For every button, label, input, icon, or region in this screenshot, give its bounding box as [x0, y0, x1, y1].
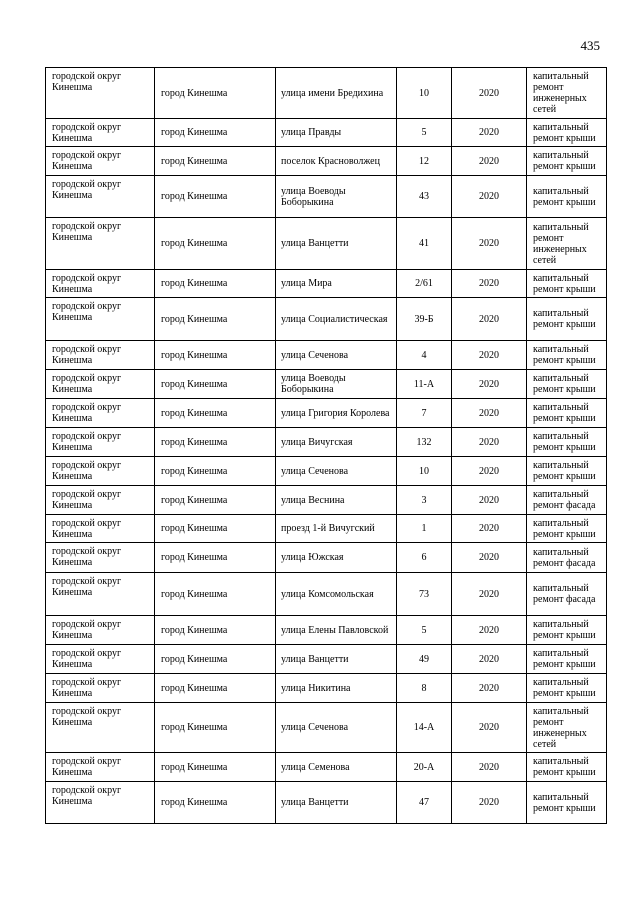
city-cell: город Кинешма: [155, 370, 276, 399]
okrug-cell: городской округ Кинешма: [46, 218, 155, 270]
table-row: [46, 370, 607, 399]
table-body: [46, 68, 607, 824]
table-row: [46, 176, 607, 218]
house-cell: 10: [397, 457, 452, 486]
okrug-cell: городской округ Кинешма: [46, 674, 155, 703]
street-cell: улица Социалистическая: [276, 298, 397, 341]
okrug-cell: городской округ Кинешма: [46, 68, 155, 119]
street-cell: улица Сеченова: [276, 341, 397, 370]
city-cell: город Кинешма: [155, 218, 276, 270]
table-row: [46, 782, 607, 824]
table-row: [46, 399, 607, 428]
work-type-cell: капитальный ремонт крыши: [527, 370, 607, 399]
table-row: [46, 270, 607, 298]
year-cell: 2020: [452, 399, 527, 428]
house-cell: 6: [397, 543, 452, 573]
okrug-cell: городской округ Кинешма: [46, 703, 155, 753]
work-type-cell: капитальный ремонт инженерных сетей: [527, 68, 607, 119]
city-cell: город Кинешма: [155, 176, 276, 218]
street-cell: улица Комсомольская: [276, 573, 397, 616]
repair-registry-table: [45, 67, 607, 824]
okrug-cell: городской округ Кинешма: [46, 645, 155, 674]
city-cell: город Кинешма: [155, 616, 276, 645]
table-row: [46, 68, 607, 119]
house-cell: 47: [397, 782, 452, 824]
okrug-cell: городской округ Кинешма: [46, 782, 155, 824]
okrug-cell: городской округ Кинешма: [46, 270, 155, 298]
street-cell: улица Григория Королева: [276, 399, 397, 428]
work-type-cell: капитальный ремонт крыши: [527, 428, 607, 457]
okrug-cell: городской округ Кинешма: [46, 428, 155, 457]
table-row: [46, 703, 607, 753]
page-number: 435: [580, 38, 600, 53]
street-cell: улица Ванцетти: [276, 218, 397, 270]
street-cell: улица Никитина: [276, 674, 397, 703]
street-cell: поселок Красноволжец: [276, 147, 397, 176]
street-cell: улица Ванцетти: [276, 645, 397, 674]
okrug-cell: городской округ Кинешма: [46, 341, 155, 370]
city-cell: город Кинешма: [155, 119, 276, 147]
work-type-cell: капитальный ремонт крыши: [527, 515, 607, 543]
year-cell: 2020: [452, 370, 527, 399]
house-cell: 10: [397, 68, 452, 119]
year-cell: 2020: [452, 486, 527, 515]
house-cell: 14-А: [397, 703, 452, 753]
city-cell: город Кинешма: [155, 515, 276, 543]
city-cell: город Кинешма: [155, 270, 276, 298]
house-cell: 73: [397, 573, 452, 616]
okrug-cell: городской округ Кинешма: [46, 147, 155, 176]
street-cell: улица Ванцетти: [276, 782, 397, 824]
year-cell: 2020: [452, 119, 527, 147]
year-cell: 2020: [452, 645, 527, 674]
year-cell: 2020: [452, 753, 527, 782]
okrug-cell: городской округ Кинешма: [46, 543, 155, 573]
table-row: [46, 341, 607, 370]
table-row: [46, 218, 607, 270]
city-cell: город Кинешма: [155, 486, 276, 515]
work-type-cell: капитальный ремонт фасада: [527, 543, 607, 573]
table-row: [46, 486, 607, 515]
table-row: [46, 753, 607, 782]
street-cell: улица Воеводы Боборыкина: [276, 176, 397, 218]
work-type-cell: капитальный ремонт крыши: [527, 119, 607, 147]
okrug-cell: городской округ Кинешма: [46, 753, 155, 782]
city-cell: город Кинешма: [155, 543, 276, 573]
city-cell: город Кинешма: [155, 457, 276, 486]
work-type-cell: капитальный ремонт крыши: [527, 147, 607, 176]
year-cell: 2020: [452, 218, 527, 270]
table-row: [46, 674, 607, 703]
okrug-cell: городской округ Кинешма: [46, 370, 155, 399]
work-type-cell: капитальный ремонт крыши: [527, 753, 607, 782]
year-cell: 2020: [452, 341, 527, 370]
year-cell: 2020: [452, 703, 527, 753]
work-type-cell: капитальный ремонт крыши: [527, 341, 607, 370]
city-cell: город Кинешма: [155, 703, 276, 753]
street-cell: улица Южская: [276, 543, 397, 573]
table-row: [46, 645, 607, 674]
street-cell: улица Семенова: [276, 753, 397, 782]
house-cell: 8: [397, 674, 452, 703]
year-cell: 2020: [452, 147, 527, 176]
work-type-cell: капитальный ремонт крыши: [527, 298, 607, 341]
table-row: [46, 616, 607, 645]
okrug-cell: городской округ Кинешма: [46, 176, 155, 218]
okrug-cell: городской округ Кинешма: [46, 616, 155, 645]
table-row: [46, 457, 607, 486]
house-cell: 7: [397, 399, 452, 428]
year-cell: 2020: [452, 457, 527, 486]
year-cell: 2020: [452, 616, 527, 645]
house-cell: 4: [397, 341, 452, 370]
street-cell: улица Воеводы Боборыкина: [276, 370, 397, 399]
okrug-cell: городской округ Кинешма: [46, 399, 155, 428]
city-cell: город Кинешма: [155, 341, 276, 370]
table-row: [46, 573, 607, 616]
street-cell: улица Правды: [276, 119, 397, 147]
house-cell: 132: [397, 428, 452, 457]
house-cell: 20-А: [397, 753, 452, 782]
street-cell: улица Мира: [276, 270, 397, 298]
house-cell: 1: [397, 515, 452, 543]
year-cell: 2020: [452, 674, 527, 703]
year-cell: 2020: [452, 270, 527, 298]
street-cell: улица Веснина: [276, 486, 397, 515]
year-cell: 2020: [452, 176, 527, 218]
city-cell: город Кинешма: [155, 428, 276, 457]
street-cell: улица Сеченова: [276, 457, 397, 486]
city-cell: город Кинешма: [155, 298, 276, 341]
year-cell: 2020: [452, 428, 527, 457]
work-type-cell: капитальный ремонт крыши: [527, 645, 607, 674]
street-cell: улица Елены Павловской: [276, 616, 397, 645]
table-row: [46, 119, 607, 147]
table-row: [46, 428, 607, 457]
okrug-cell: городской округ Кинешма: [46, 486, 155, 515]
year-cell: 2020: [452, 782, 527, 824]
work-type-cell: капитальный ремонт крыши: [527, 399, 607, 428]
okrug-cell: городской округ Кинешма: [46, 515, 155, 543]
city-cell: город Кинешма: [155, 68, 276, 119]
house-cell: 43: [397, 176, 452, 218]
year-cell: 2020: [452, 543, 527, 573]
okrug-cell: городской округ Кинешма: [46, 457, 155, 486]
city-cell: город Кинешма: [155, 147, 276, 176]
year-cell: 2020: [452, 68, 527, 119]
okrug-cell: городской округ Кинешма: [46, 573, 155, 616]
table-row: [46, 147, 607, 176]
house-cell: 49: [397, 645, 452, 674]
work-type-cell: капитальный ремонт крыши: [527, 176, 607, 218]
city-cell: город Кинешма: [155, 753, 276, 782]
house-cell: 5: [397, 119, 452, 147]
street-cell: проезд 1-й Вичугский: [276, 515, 397, 543]
house-cell: 11-А: [397, 370, 452, 399]
work-type-cell: капитальный ремонт крыши: [527, 270, 607, 298]
city-cell: город Кинешма: [155, 399, 276, 428]
street-cell: улица Вичугская: [276, 428, 397, 457]
city-cell: город Кинешма: [155, 645, 276, 674]
city-cell: город Кинешма: [155, 782, 276, 824]
year-cell: 2020: [452, 573, 527, 616]
work-type-cell: капитальный ремонт фасада: [527, 573, 607, 616]
city-cell: город Кинешма: [155, 674, 276, 703]
okrug-cell: городской округ Кинешма: [46, 119, 155, 147]
year-cell: 2020: [452, 515, 527, 543]
house-cell: 5: [397, 616, 452, 645]
house-cell: 2/61: [397, 270, 452, 298]
work-type-cell: капитальный ремонт инженерных сетей: [527, 218, 607, 270]
house-cell: 39-Б: [397, 298, 452, 341]
house-cell: 41: [397, 218, 452, 270]
work-type-cell: капитальный ремонт фасада: [527, 486, 607, 515]
work-type-cell: капитальный ремонт крыши: [527, 616, 607, 645]
work-type-cell: капитальный ремонт инженерных сетей: [527, 703, 607, 753]
work-type-cell: капитальный ремонт крыши: [527, 782, 607, 824]
street-cell: улица имени Бредихина: [276, 68, 397, 119]
year-cell: 2020: [452, 298, 527, 341]
street-cell: улица Сеченова: [276, 703, 397, 753]
table-row: [46, 515, 607, 543]
house-cell: 12: [397, 147, 452, 176]
house-cell: 3: [397, 486, 452, 515]
work-type-cell: капитальный ремонт крыши: [527, 457, 607, 486]
okrug-cell: городской округ Кинешма: [46, 298, 155, 341]
table-row: [46, 298, 607, 341]
table-row: [46, 543, 607, 573]
city-cell: город Кинешма: [155, 573, 276, 616]
work-type-cell: капитальный ремонт крыши: [527, 674, 607, 703]
